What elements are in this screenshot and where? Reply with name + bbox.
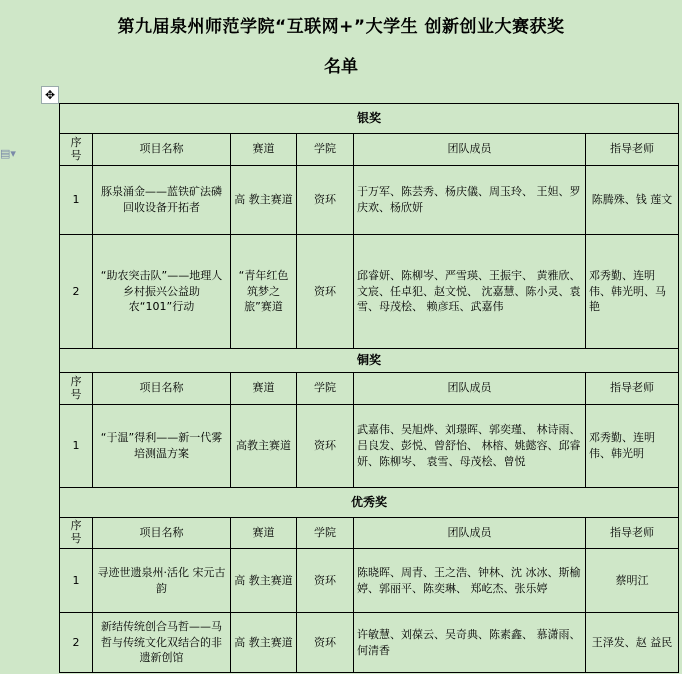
- section-title: 铜奖: [60, 349, 679, 373]
- header-college: 学院: [297, 373, 354, 405]
- cell-project: 豚泉涌金——蓝铁矿法磷回收设备开拓者: [93, 166, 231, 235]
- cell-no: 1: [60, 166, 93, 235]
- header-advisor: 指导老师: [586, 134, 679, 166]
- table-row: [60, 405, 679, 488]
- cell-no: 1: [60, 405, 93, 488]
- header-college: 学院: [297, 134, 354, 166]
- cell-advisor: 蔡明江: [586, 549, 679, 613]
- document-subtitle: 名单: [324, 57, 358, 77]
- header-track: 赛道: [231, 134, 297, 166]
- cell-track: 高教主赛道: [231, 405, 297, 488]
- cell-advisor: 王泽发、赵 益民: [586, 613, 679, 673]
- cell-team: 武嘉伟、吴旭烨、刘璟晖、郭奕瑾、 林诗雨、吕良发、彭悦、曾舒怡、 林榕、姚懿容、邱睿妍、陈柳岑、 袁雪、母茂桧、曾悦: [354, 405, 586, 488]
- section-title: 银奖: [60, 104, 679, 134]
- cell-no: 1: [60, 549, 93, 613]
- header-college: 学院: [297, 518, 354, 549]
- cell-project: “于温”得利——新一代雾培测温方案: [93, 405, 231, 488]
- cell-team: 陈晓晖、周青、王之浩、钟林、沈 冰冰、斯榆婷、郭丽平、陈奕琳、 郑屹杰、张乐婷: [354, 549, 586, 613]
- header-no: 序 号: [60, 518, 93, 549]
- header-team: 团队成员: [354, 518, 586, 549]
- cell-team: 邱睿妍、陈柳岑、严雪瑛、王振宇、 黄雅欣、文宸、任卓犯、赵文悦、 沈嘉慧、陈小灵、袁雪、母茂桧、 赖彦珏、武嘉伟: [354, 235, 586, 349]
- header-row: [60, 373, 679, 405]
- header-no: 序 号: [60, 373, 93, 405]
- cell-college: 资环: [297, 235, 354, 349]
- header-project: 项目名称: [93, 134, 231, 166]
- cell-advisor: 邓秀勤、连明伟、韩光明、马艳: [586, 235, 679, 349]
- cell-no: 2: [60, 613, 93, 673]
- table-row: [60, 549, 679, 613]
- cell-team: 许敏慧、刘葆云、吴奇典、陈素鑫、 慕潇雨、何清香: [354, 613, 586, 673]
- header-row: [60, 518, 679, 549]
- cell-track: 高 教主赛道: [231, 613, 297, 673]
- cell-project: “助农突击队”——地理人乡村振兴公益助农“101”行动: [93, 235, 231, 349]
- header-track: 赛道: [231, 373, 297, 405]
- cell-track: 高 教主赛道: [231, 166, 297, 235]
- award-table: [59, 103, 679, 673]
- header-team: 团队成员: [354, 373, 586, 405]
- section-bronze: [60, 349, 679, 373]
- section-excellent: [60, 488, 679, 518]
- cell-college: 资环: [297, 613, 354, 673]
- header-project: 项目名称: [93, 518, 231, 549]
- section-title: 优秀奖: [60, 488, 679, 518]
- header-advisor: 指导老师: [586, 373, 679, 405]
- cell-team: 于万军、陈芸秀、杨庆儀、周玉玲、 王妲、罗庆欢、杨欣妍: [354, 166, 586, 235]
- cell-project: 寻迹世遗泉州·活化 宋元古韵: [93, 549, 231, 613]
- cell-project: 新结传统创合马哲——马哲与传统文化双结合的非遗新创馆: [93, 613, 231, 673]
- table-row: [60, 166, 679, 235]
- section-silver: [60, 104, 679, 134]
- document-title: 第九届泉州师范学院“互联网+”大学生 创新创业大赛获奖: [117, 17, 565, 37]
- cell-college: 资环: [297, 405, 354, 488]
- header-advisor: 指导老师: [586, 518, 679, 549]
- cell-no: 2: [60, 235, 93, 349]
- cell-advisor: 邓秀勤、连明伟、韩光明: [586, 405, 679, 488]
- header-track: 赛道: [231, 518, 297, 549]
- header-team: 团队成员: [354, 134, 586, 166]
- cell-track: 高 教主赛道: [231, 549, 297, 613]
- header-row: [60, 134, 679, 166]
- header-no: 序 号: [60, 134, 93, 166]
- move-arrows-icon[interactable]: ✥: [41, 86, 59, 104]
- cell-track: “青年红色筑梦之旅”赛道: [231, 235, 297, 349]
- cell-college: 资环: [297, 549, 354, 613]
- cell-advisor: 陈腾殊、钱 莲文: [586, 166, 679, 235]
- table-row: [60, 235, 679, 349]
- document-icon[interactable]: ▤▾: [0, 147, 16, 160]
- cell-college: 资环: [297, 166, 354, 235]
- table-row: [60, 613, 679, 673]
- header-project: 项目名称: [93, 373, 231, 405]
